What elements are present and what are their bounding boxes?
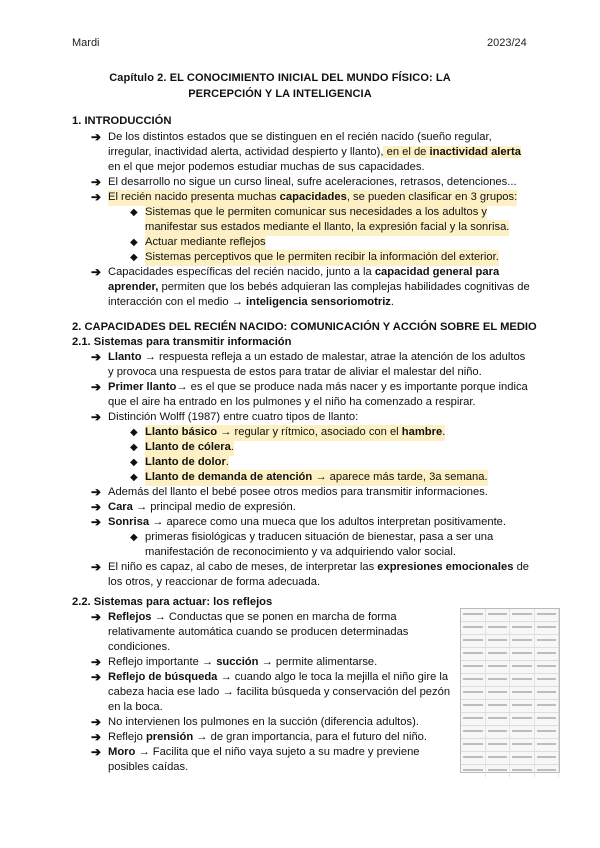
s22-busqueda-a: Reflejo de búsqueda → cuando algo le toca la mejilla el niño gire la [108, 671, 449, 683]
s1-b4a: Capacidades específicas del recién nacido, junto a la capacidad general para [108, 266, 500, 278]
arrow-icon: ➔ [91, 670, 102, 684]
s22-moro-a: Moro → Facilita que el niño vaya sujeto a su madre y previene [108, 746, 420, 758]
diamond-icon: ◆ [130, 532, 138, 543]
arrow-icon: ➔ [91, 745, 102, 759]
arrow-icon: ➔ [91, 655, 102, 669]
s22-reflejos-c: condiciones. [108, 641, 171, 653]
s2-sonrisa-sub-a: primeras fisiológicas y traducen situación de bienestar, pasa a ser una [145, 531, 494, 543]
diamond-icon: ◆ [130, 472, 138, 483]
reflex-table-image [460, 608, 560, 773]
header-left: Mardi [72, 37, 100, 49]
arrow-icon: ➔ [91, 130, 102, 144]
s1-sub1b: manifestar sus estados mediante el llanto, la expresión facial y la sonrisa. [145, 220, 509, 236]
header-right: 2023/24 [487, 37, 527, 49]
arrow-icon: ➔ [91, 380, 102, 394]
s1-b1a: De los distintos estados que se distinguen en el recién nacido (sueño regular, [108, 131, 492, 143]
title-line-2: PERCEPCIÓN Y LA INTELIGENCIA [188, 88, 372, 100]
s2-llanto-b: y provoca una respuesta de estos para tratar de aliviar el malestar del niño. [108, 366, 482, 378]
s2-llanto-a: Llanto → respuesta refleja a un estado de malestar, atrae la atención de los adultos [108, 351, 526, 363]
s1-b4b: aprender, permiten que los bebés adquieran las complejas habilidades cognitivas de [108, 281, 530, 293]
s2-type-1: Llanto básico → regular y rítmico, asociado con el hambre. [145, 425, 445, 441]
arrow-icon: ➔ [91, 560, 102, 574]
arrow-icon: ➔ [91, 610, 102, 624]
section-1-heading: 1. INTRODUCCIÓN [72, 115, 172, 127]
section-2-heading: 2. CAPACIDADES DEL RECIÉN NACIDO: COMUNICACIÓN Y ACCIÓN SOBRE EL MEDIO [72, 321, 537, 333]
s2-primer-b: que el aire ha entrado en los pulmones y el niño ha comenzado a respirar. [108, 396, 476, 408]
diamond-icon: ◆ [130, 207, 138, 218]
arrow-icon: ➔ [91, 190, 102, 204]
s1-b3: El recién nacido presenta muchas capacidades, se pueden clasificar en 3 grupos: [108, 190, 517, 206]
s1-sub3: Sistemas perceptivos que le permiten recibir la información del exterior. [145, 250, 499, 266]
s2-type-2: Llanto de cólera. [145, 440, 234, 456]
s2-type-4: Llanto de demanda de atención → aparece más tarde, 3a semana. [145, 470, 488, 486]
diamond-icon: ◆ [130, 457, 138, 468]
s22-prension: Reflejo prensión → de gran importancia, para el futuro del niño. [108, 731, 428, 743]
s2-nino-a: El niño es capaz, al cabo de meses, de interpretar las expresiones emocionales de [108, 561, 530, 573]
arrow-icon: ➔ [91, 730, 102, 744]
s2-cara: Cara → principal medio de expresión. [108, 501, 296, 513]
s22-busqueda-c: en la boca. [108, 701, 163, 713]
arrow-icon: ➔ [91, 500, 102, 514]
section-2-1-heading: 2.1. Sistemas para transmitir información [72, 336, 292, 348]
diamond-icon: ◆ [130, 427, 138, 438]
s2-sonrisa-sub-b: manifestación de reconocimiento y va adquiriendo valor social. [145, 546, 456, 558]
s22-succion: Reflejo importante → succión → permite alimentarse. [108, 656, 378, 668]
title-line-1: Capítulo 2. EL CONOCIMIENTO INICIAL DEL MUNDO FÍSICO: LA [109, 72, 451, 84]
s2-nino-b: los otros, y reaccionar de forma adecuada. [108, 576, 321, 588]
arrow-icon: ➔ [91, 175, 102, 189]
s22-reflejos-a: Reflejos → Conductas que se ponen en marcha de forma [108, 611, 397, 623]
arrow-icon: ➔ [91, 715, 102, 729]
s1-b1c: en el que mejor podemos estudiar muchas de sus capacidades. [108, 161, 425, 173]
s2-wolff: Distinción Wolff (1987) entre cuatro tipos de llanto: [108, 411, 359, 423]
s2-type-3: Llanto de dolor. [145, 455, 229, 471]
s1-b4c: interacción con el medio → inteligencia sensoriomotriz. [108, 296, 395, 308]
s1-b2: El desarrollo no sigue un curso lineal, sufre aceleraciones, retrasos, detenciones... [108, 176, 517, 188]
s22-busqueda-b: cabeza hacia ese lado → facilita búsqueda y conservación del pezón [108, 686, 451, 698]
s22-moro-b: posibles caídas. [108, 761, 189, 773]
s22-reflejos-b: relativamente automática cuando se producen determinadas [108, 626, 409, 638]
section-2-2-heading: 2.2. Sistemas para actuar: los reflejos [72, 596, 273, 608]
s1-sub2: Actuar mediante reflejos [145, 235, 266, 251]
page-title [60, 70, 500, 102]
diamond-icon: ◆ [130, 237, 138, 248]
s1-sub1a: Sistemas que le permiten comunicar sus necesidades a los adultos y [145, 205, 487, 221]
s1-b1b: irregular, inactividad alerta, actividad despierto y llanto), en el de inactividad alerta [108, 146, 521, 158]
s2-primer-a: Primer llanto→ es el que se produce nada más nacer y es importante porque indica [108, 381, 528, 393]
s22-pulmones: No intervienen los pulmones en la succión (diferencia adultos). [108, 716, 419, 728]
arrow-icon: ➔ [91, 350, 102, 364]
s2-sonrisa: Sonrisa → aparece como una mueca que los adultos interpretan positivamente. [108, 516, 507, 528]
arrow-icon: ➔ [91, 410, 102, 424]
diamond-icon: ◆ [130, 442, 138, 453]
arrow-icon: ➔ [91, 485, 102, 499]
s2-ademas: Además del llanto el bebé posee otros medios para transmitir informaciones. [108, 486, 488, 498]
arrow-icon: ➔ [91, 515, 102, 529]
diamond-icon: ◆ [130, 252, 138, 263]
arrow-icon: ➔ [91, 265, 102, 279]
